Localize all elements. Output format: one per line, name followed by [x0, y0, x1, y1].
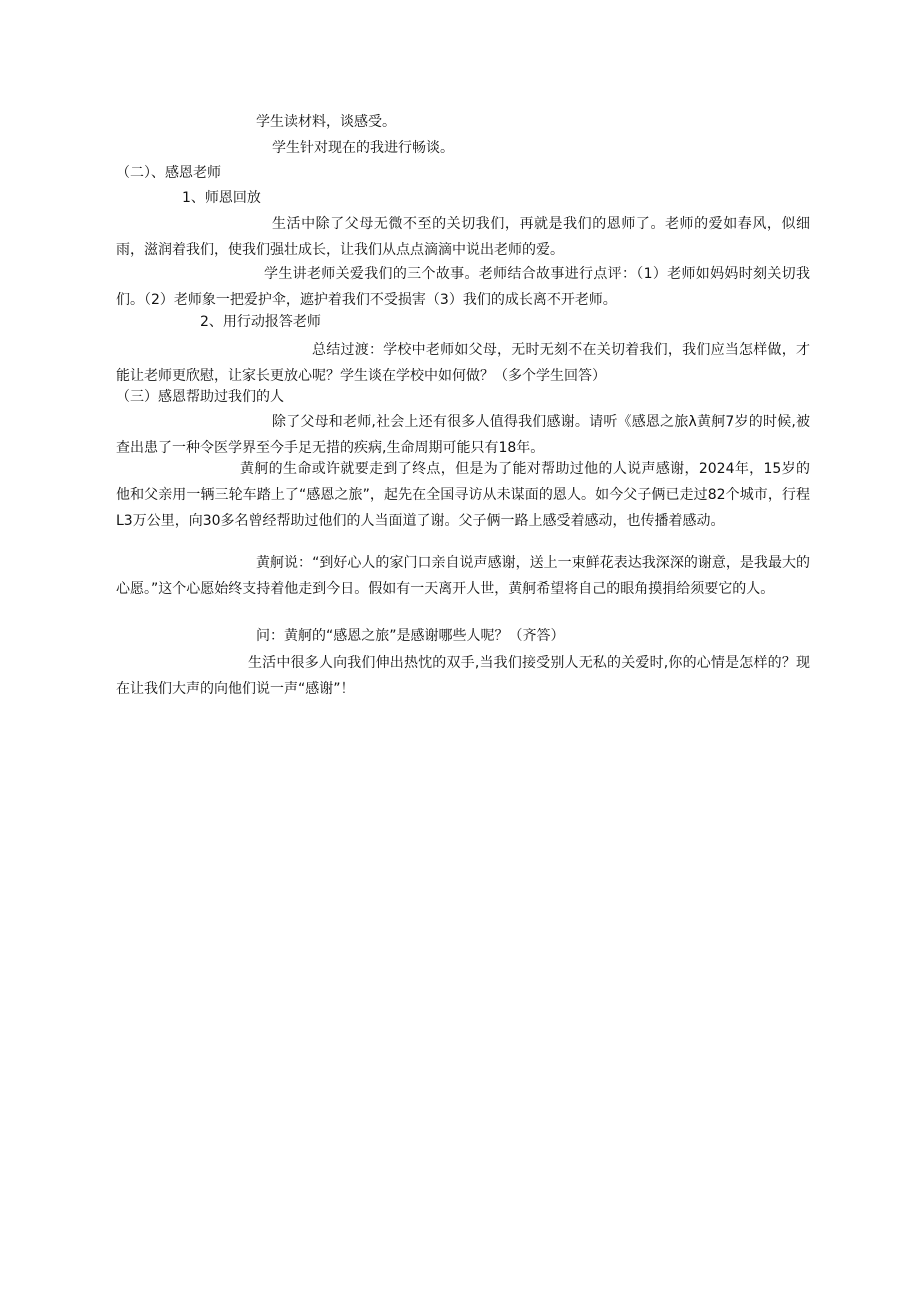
subsection-heading: 1、师恩回放 — [182, 190, 261, 206]
paragraph: 生活中除了父母无微不至的关切我们，再就是我们的恩师了。老师的爱如春风，似细雨，滋润着我们，使我们强壮成长，让我们从点点滴滴中说出老师的爱。 — [116, 216, 810, 258]
question-line: 问：黄舸的“感恩之旅”是感谢哪些人呢？（齐答） — [256, 628, 565, 644]
paragraph: 总结过渡：学校中老师如父母，无时无刻不在关切着我们，我们应当怎样做，才能让老师更欣慰，让家长更放心呢？学生谈在学校中如何做？（多个学生回答） — [116, 342, 810, 384]
text-line: 学生读材料，谈感受。 — [256, 114, 396, 130]
paragraph: 学生讲老师关爱我们的三个故事。老师结合故事进行点评：（1）老师如妈妈时刻关切我们。（2）老师象一把爱护伞，遮护着我们不受损害（3）我们的成长离不开老师。 — [116, 266, 810, 308]
paragraph: 生活中很多人向我们伸出热忱的双手,当我们接受别人无私的关爱时,你的心情是怎样的？现在让我们大声的向他们说一声“感谢”！ — [116, 655, 810, 697]
text-line: 学生针对现在的我进行畅谈。 — [272, 140, 454, 156]
paragraph: 黄舸的生命或许就要走到了终点，但是为了能对帮助过他的人说声感谢，2024年，15岁的他和父亲用一辆三轮车踏上了“感恩之旅”，起先在全国寻访从未谋面的恩人。如今父子俩已走过82个城市，行程L3万公里，向30多名曾经帮助过他们的人当面道了谢。父子俩一路上感受着感动，也传播着感动。 — [116, 461, 810, 529]
section-heading: （三）感恩帮助过我们的人 — [116, 389, 284, 405]
section-heading: （二）、感恩老师 — [116, 165, 221, 181]
paragraph: 黄舸说：“到好心人的家门口亲自说声感谢，送上一束鲜花表达我深深的谢意，是我最大的心愿。”这个心愿始终支持着他走到今日。假如有一天离开人世，黄舸希望将自己的眼角摸捐给须要它的人。 — [116, 555, 810, 597]
subsection-heading: 2、用行动报答老师 — [200, 314, 321, 330]
paragraph: 除了父母和老师,社会上还有很多人值得我们感谢。请听《感恩之旅λ黄舸7岁的时候,被查出患了一种令医学界至今手足无措的疾病,生命周期可能只有18年。 — [116, 414, 810, 456]
